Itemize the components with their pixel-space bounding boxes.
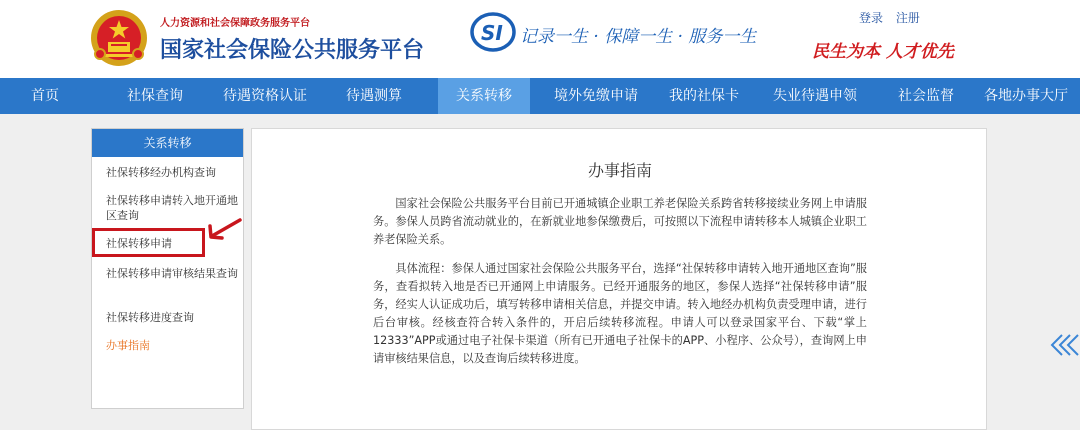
nav-item-overseas-exemption[interactable]: 境外免缴申请 bbox=[554, 88, 638, 104]
org-name: 人力资源和社会保障政务服务平台 bbox=[160, 18, 310, 29]
slogan-right: 民生为本 人才优先 bbox=[812, 42, 954, 62]
sidebar-item-review-result[interactable]: 社保转移申请审核结果查询 bbox=[106, 267, 238, 280]
register-link[interactable]: 注册 bbox=[895, 11, 920, 25]
login-links bbox=[859, 9, 929, 26]
svg-text:SI: SI bbox=[481, 21, 503, 45]
sidebar-item-transfer-apply[interactable]: 社保转移申请 bbox=[106, 237, 172, 250]
red-arrow-icon bbox=[206, 217, 242, 241]
site-header bbox=[0, 0, 1080, 78]
highlight-box bbox=[92, 228, 205, 257]
si-logo-icon bbox=[470, 12, 516, 52]
double-chevron-left-icon[interactable] bbox=[1050, 333, 1080, 357]
sidebar-item-region-query[interactable]: 社保转移申请转入地开通地区查询 bbox=[106, 194, 238, 222]
site-title[interactable]: 国家社会保险公共服务平台 bbox=[160, 38, 425, 63]
national-emblem-icon bbox=[88, 8, 150, 68]
nav-item-unemployment-claim[interactable]: 失业待遇申领 bbox=[773, 88, 857, 104]
login-link[interactable]: 登录 bbox=[859, 11, 884, 25]
nav-item-local-halls[interactable]: 各地办事大厅 bbox=[984, 88, 1068, 104]
guide-paragraph-intro: 国家社会保险公共服务平台目前已开通城镇企业职工养老保险关系跨省转移接续业务网上申请服务。参保人员跨省流动就业的，在新就业地参保缴费后，可按照以下流程申请转移本人城镇企业职工养老保险关系。 bbox=[373, 197, 867, 246]
slogan-center: 记录一生 · 保障一生 · 服务一生 bbox=[520, 27, 757, 47]
nav-item-supervision[interactable]: 社会监督 bbox=[898, 88, 954, 104]
main-nav bbox=[0, 78, 1080, 114]
page-title: 办事指南 bbox=[587, 161, 652, 180]
sidebar-item-guide[interactable]: 办事指南 bbox=[106, 339, 150, 352]
sidebar-item-agency-query[interactable]: 社保转移经办机构查询 bbox=[106, 166, 216, 179]
nav-item-home[interactable]: 首页 bbox=[31, 88, 59, 104]
nav-item-benefit-calc[interactable]: 待遇测算 bbox=[346, 88, 402, 104]
guide-paragraph-process: 具体流程：参保人通过国家社会保险公共服务平台，选择“社保转移申请转入地开通地区查询”服务，查看拟转入地是否已开通网上申请服务。已经开通服务的地区，参保人选择“社保转移申请”服务，经实人认证成功后，填写转移申请相关信息，并提交申请。转入地经办机构负责受理申请，进行后台审核。经核查符合转入条件的，开启后续转移流程。申请人可以登录国家平台、下载“掌上12333”APP或通过电子社保卡渠道（所有已开通电子社保卡的APP、小程序、公众号），查询网上申请审核结果信息，以及查询后续转移进度。 bbox=[373, 262, 867, 365]
nav-item-eligibility-auth[interactable]: 待遇资格认证 bbox=[223, 88, 307, 104]
nav-item-social-insurance-query[interactable]: 社保查询 bbox=[127, 88, 183, 104]
sidebar-item-progress-query[interactable]: 社保转移进度查询 bbox=[106, 311, 194, 324]
nav-item-my-social-card[interactable]: 我的社保卡 bbox=[669, 88, 739, 104]
sidebar-title: 关系转移 bbox=[92, 129, 243, 157]
content-panel bbox=[251, 128, 987, 430]
nav-item-transfer[interactable]: 关系转移 bbox=[438, 78, 530, 114]
